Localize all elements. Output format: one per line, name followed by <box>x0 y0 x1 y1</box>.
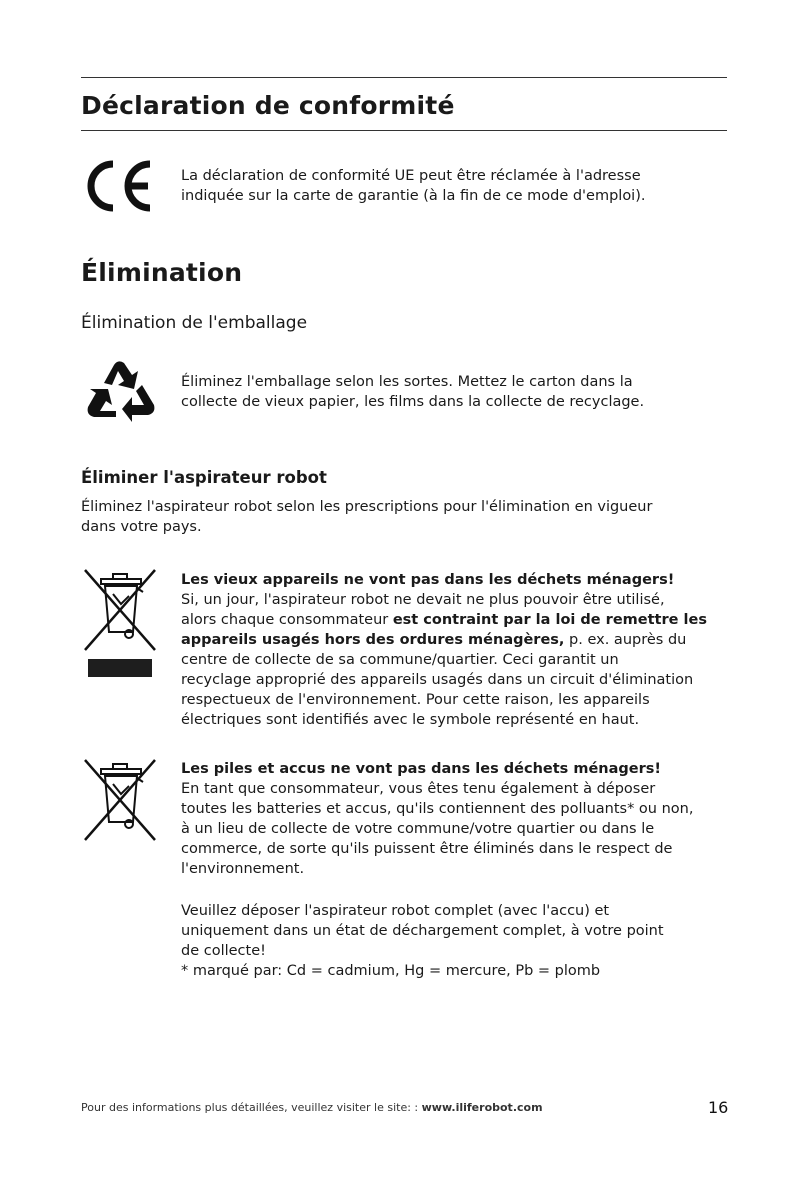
appliances-text-line: Si, un jour, l'aspirateur robot ne devait ne plus pouvoir être utilisé, <box>181 592 665 608</box>
robot-disposal-text <box>81 497 652 537</box>
robot-disposal-heading: Éliminer l'aspirateur robot <box>81 468 327 487</box>
page-number: 16 <box>708 1098 729 1117</box>
disposal-title: Élimination <box>81 258 243 287</box>
packaging-text-line: collecte de vieux papier, les films dans la collecte de recyclage. <box>181 394 645 410</box>
batteries-text-line: En tant que consommateur, vous êtes tenu également à déposer <box>181 781 656 797</box>
batteries-text <box>181 759 693 879</box>
batteries-heading: Les piles et accus ne vont pas dans les déchets ménagers! <box>181 761 662 777</box>
note-line: * marqué par: Cd = cadmium, Hg = mercure, Pb = plomb <box>181 963 601 979</box>
batteries-text-line: l'environnement. <box>181 861 305 877</box>
ce-text-line: La déclaration de conformité UE peut être réclamée à l'adresse <box>181 168 641 184</box>
batteries-text-line: commerce, de sorte qu'ils puissent être éliminés dans le respect de <box>181 841 673 857</box>
ce-mark-icon <box>82 158 154 218</box>
appliances-text-bold: appareils usagés hors des ordures ménagères, <box>181 632 565 648</box>
robot-text-line: Éliminez l'aspirateur robot selon les prescriptions pour l'élimination en vigueur <box>81 499 653 515</box>
packaging-text <box>181 372 644 412</box>
old-appliances-text <box>181 570 707 730</box>
crossed-wheelie-bin-icon <box>83 568 157 656</box>
appliances-text-line: centre de collecte de sa commune/quartier. Ceci garantit un <box>181 652 619 668</box>
note-line: de collecte! <box>181 943 266 959</box>
appliances-text-line: recyclage approprié des appareils usagés dans un circuit d'élimination <box>181 672 694 688</box>
note-line: uniquement dans un état de déchargement complet, à votre point <box>181 923 664 939</box>
appliances-text-span: alors chaque consommateur <box>181 612 393 628</box>
appliances-text-line <box>181 630 707 650</box>
footer-label: Pour des informations plus détaillées, veuillez visiter le site: : <box>81 1101 422 1114</box>
appliances-text-line: électriques sont identifiés avec le symbole représenté en haut. <box>181 712 640 728</box>
appliances-text-span: p. ex. auprès du <box>564 632 687 648</box>
appliances-text-bold: est contraint par la loi de remettre les <box>392 612 707 628</box>
robot-text-line: dans votre pays. <box>81 519 202 535</box>
crossed-wheelie-bin-icon <box>83 758 157 846</box>
appliances-text-line: respectueux de l'environnement. Pour cette raison, les appareils <box>181 692 650 708</box>
appliances-text-line <box>181 610 707 630</box>
packaging-heading: Élimination de l'emballage <box>81 313 308 333</box>
recycle-icon <box>82 355 158 433</box>
collection-note <box>181 901 664 981</box>
packaging-text-line: Éliminez l'emballage selon les sortes. Mettez le carton dans la <box>181 374 633 390</box>
ce-declaration-text <box>181 166 645 206</box>
footer-text <box>81 1101 543 1114</box>
note-line: Veuillez déposer l'aspirateur robot complet (avec l'accu) et <box>181 903 610 919</box>
batteries-text-line: à un lieu de collecte de votre commune/votre quartier ou dans le <box>181 821 655 837</box>
top-rule <box>81 77 727 78</box>
batteries-text-line: toutes les batteries et accus, qu'ils contiennent des polluants* ou non, <box>181 801 694 817</box>
footer-website-link[interactable]: www.iliferobot.com <box>421 1101 543 1114</box>
ce-text-line: indiquée sur la carte de garantie (à la fin de ce mode d'emploi). <box>181 188 646 204</box>
title-rule <box>81 130 727 131</box>
declaration-title: Déclaration de conformité <box>81 91 455 120</box>
separate-collection-bar <box>88 659 152 677</box>
old-appliances-heading: Les vieux appareils ne vont pas dans les déchets ménagers! <box>181 572 675 588</box>
